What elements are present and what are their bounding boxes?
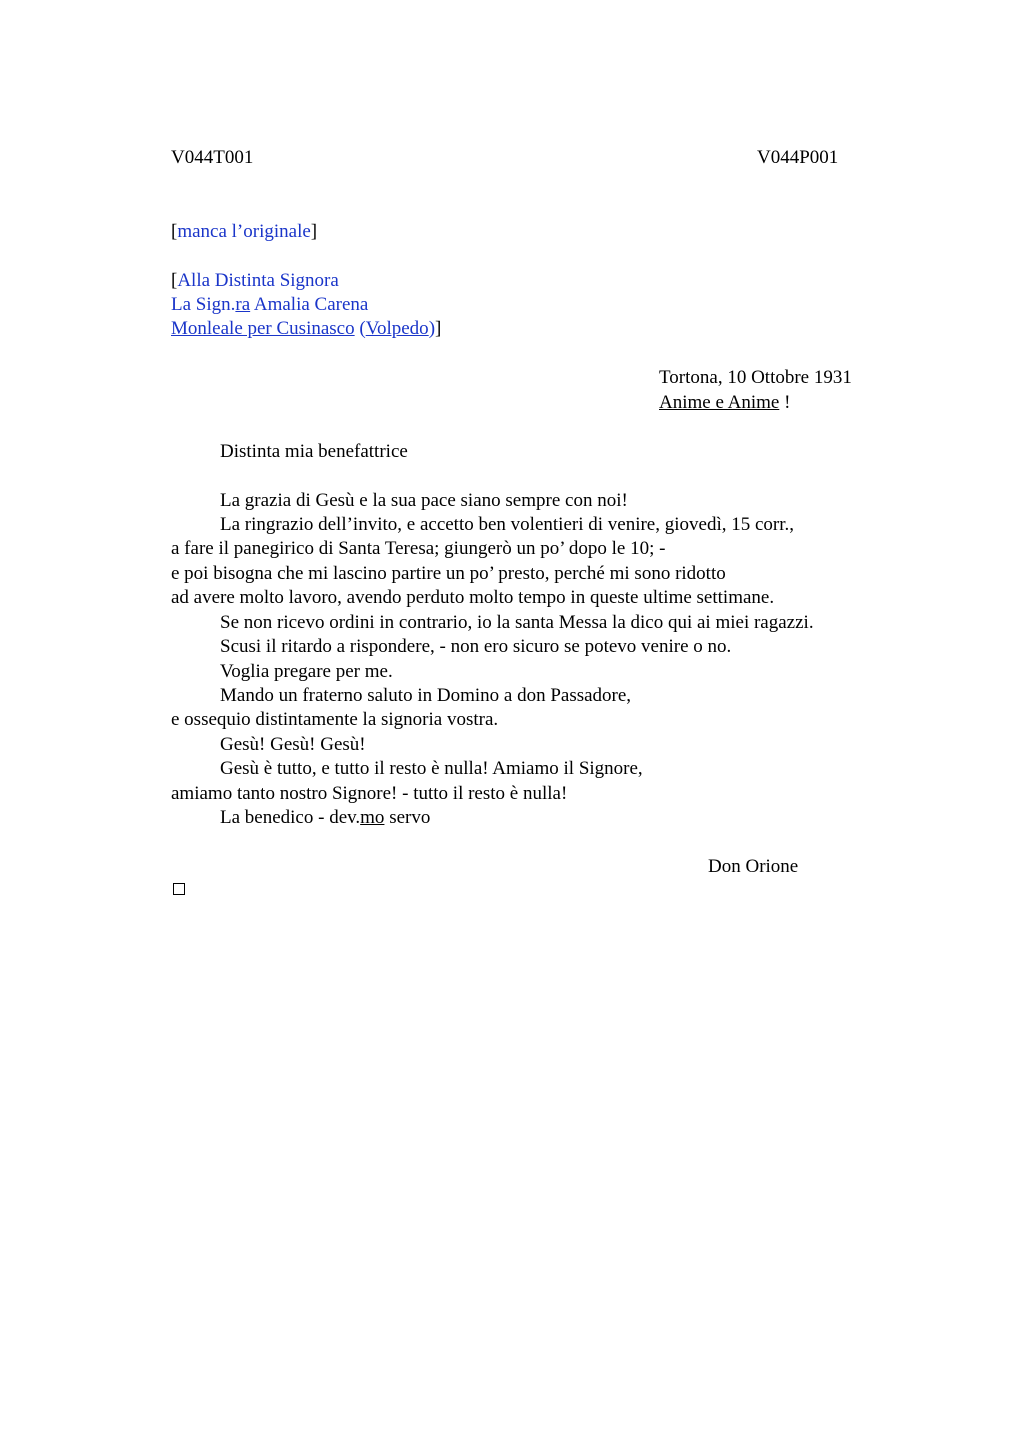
paren-close: )	[428, 318, 436, 339]
motto	[659, 391, 790, 415]
editorial-note	[171, 220, 317, 244]
body-line: Scusi il ritardo a rispondere, - non ero sicuro se potevo venire o no.	[220, 636, 732, 657]
body-line: La ringrazio dell’invito, e accetto ben volentieri di venire, giovedì, 15 corr.,	[220, 514, 795, 535]
paren-open: (	[354, 318, 366, 339]
motto-text: Anime e Anime	[659, 392, 780, 413]
address-sign: La Sign.	[171, 294, 236, 315]
document-code-right: V044P001	[757, 147, 839, 168]
address-sign-superscript: ra	[235, 294, 251, 315]
address-line-1	[171, 269, 339, 293]
body-line: e ossequio distintamente la signoria vostra.	[171, 709, 499, 730]
body-line: Gesù! Gesù! Gesù!	[220, 734, 366, 755]
address-line-3	[171, 317, 441, 341]
address-town: Volpedo	[365, 318, 429, 339]
bracket-close: ]	[435, 318, 442, 339]
body-line: e poi bisogna che mi lascino partire un po’ presto, perché mi sono ridotto	[171, 563, 726, 584]
body-line: Gesù è tutto, e tutto il resto è nulla! Amiamo il Signore,	[220, 758, 643, 779]
bracket-open: [	[171, 270, 178, 291]
place-date: Tortona, 10 Ottobre 1931	[659, 367, 852, 388]
closing-servo: servo	[384, 807, 431, 828]
signature: Don Orione	[708, 856, 799, 877]
body-line: a fare il panegirico di Santa Teresa; giungerò un po’ dopo le 10; -	[171, 538, 666, 559]
bracket-close: ]	[310, 221, 318, 242]
salutation: Distinta mia benefattrice	[220, 441, 408, 462]
body-line: ad avere molto lavoro, avendo perduto molto tempo in queste ultime settimane.	[171, 587, 775, 608]
bracket-open: [	[171, 221, 178, 242]
closing-text: La benedico - dev.	[220, 807, 361, 828]
body-line: Mando un fraterno saluto in Domino a don Passadore,	[220, 685, 632, 706]
body-line: La grazia di Gesù e la sua pace siano sempre con noi!	[220, 490, 628, 511]
note-text: manca l’originale	[177, 221, 311, 242]
motto-exclamation: !	[779, 392, 791, 413]
end-mark-square-icon	[173, 883, 185, 895]
body-line: amiamo tanto nostro Signore! - tutto il resto è nulla!	[171, 783, 568, 804]
address-recipient-name: Amalia Carena	[250, 294, 369, 315]
closing-superscript: mo	[360, 807, 385, 828]
body-line: Se non ricevo ordini in contrario, io la santa Messa la dico qui ai miei ragazzi.	[220, 612, 814, 633]
address-line-2	[171, 293, 368, 317]
address-recipient-title: Alla Distinta Signora	[177, 270, 339, 291]
closing-line	[220, 806, 430, 830]
address-place: Monleale per Cusinasco	[171, 318, 355, 339]
body-line: Voglia pregare per me.	[220, 661, 393, 682]
document-code-left: V044T001	[171, 147, 254, 168]
